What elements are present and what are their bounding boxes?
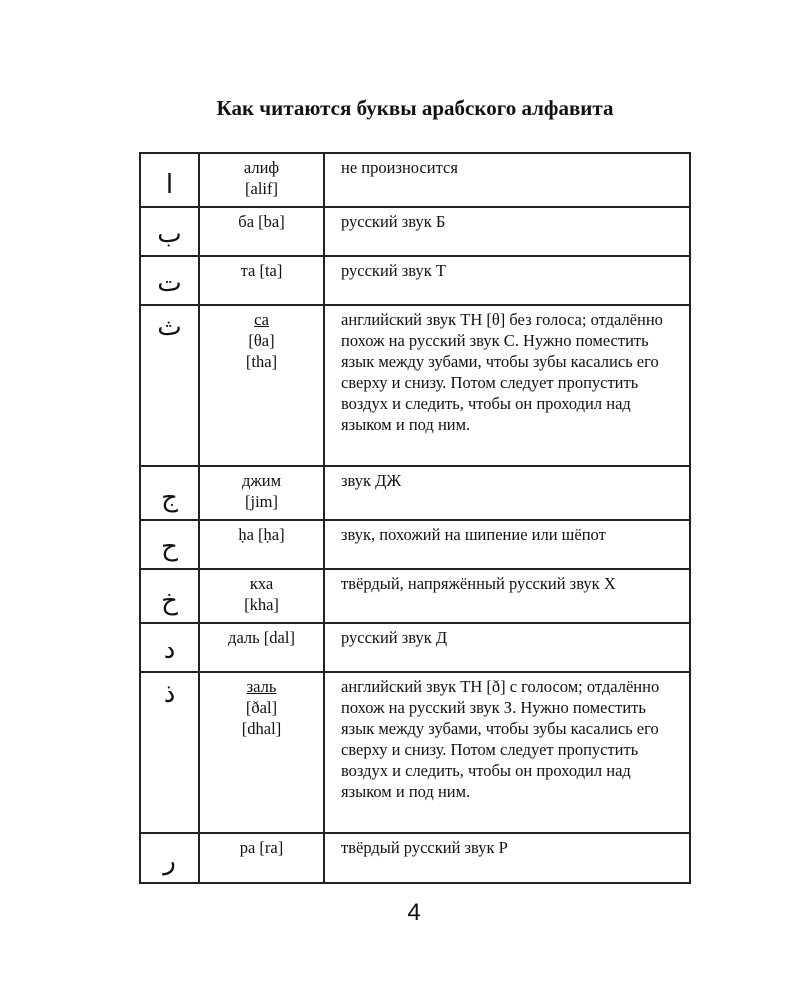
pronunciation-cell: английский звук TH [θ] без голоса; отдалённо похож на русский звук С. Нужно поместить язык между зубами, чтобы зубы касались его сверху и снизу. Потом следует пропустить воздух и следить, чтобы он проходил над языком и под ним.	[324, 305, 690, 466]
letter-name-cell	[199, 305, 324, 466]
letter-transliteration-alt: [dhal]	[241, 719, 282, 738]
table-row	[140, 153, 690, 207]
pronunciation-cell: английский звук TH [ð] с голосом; отдалённо похож на русский звук З. Нужно поместить язык между зубами, чтобы зубы касались его сверху и снизу. Потом следует пропустить воздух и следить, чтобы он проходил над языком и под ним.	[324, 672, 690, 833]
pronunciation-cell: твёрдый, напряжённый русский звук Х	[324, 569, 690, 623]
letter-transliteration: [kha]	[244, 595, 279, 614]
letter-cell	[140, 672, 199, 833]
letter-name-cell	[199, 623, 324, 672]
arabic-letter: ا	[165, 170, 174, 200]
letter-name-cell	[199, 672, 324, 833]
page-title: Как читаются буквы арабского алфавита	[216, 96, 614, 120]
arabic-letter: ج	[161, 483, 178, 513]
table-row	[140, 623, 690, 672]
arabic-letter: ح	[161, 532, 178, 562]
letter-name: са	[254, 310, 269, 329]
letter-cell	[140, 466, 199, 520]
pronunciation-cell: твёрдый русский звук Р	[324, 833, 690, 883]
table-row	[140, 207, 690, 256]
letter-name: ра [ra]	[239, 838, 284, 857]
table-row	[140, 833, 690, 883]
letter-cell	[140, 305, 199, 466]
table-row	[140, 256, 690, 305]
letter-name-cell	[199, 256, 324, 305]
letter-name: ḥa [ḥa]	[238, 525, 285, 544]
arabic-letter: د	[163, 635, 176, 665]
letter-name-cell	[199, 207, 324, 256]
letter-transliteration-alt: [tha]	[245, 352, 278, 371]
pronunciation-cell: не произносится	[324, 153, 690, 207]
letter-cell	[140, 569, 199, 623]
arabic-letter: ث	[157, 312, 182, 342]
letter-transliteration: [jim]	[245, 492, 278, 511]
arabic-letter: ت	[157, 268, 182, 298]
letter-name: кха	[249, 574, 274, 593]
alphabet-table	[139, 152, 691, 884]
letter-transliteration: [ðal]	[245, 698, 278, 717]
page-number: 4	[407, 899, 421, 926]
letter-cell	[140, 520, 199, 569]
letter-name: даль [dal]	[228, 628, 295, 647]
letter-name-cell	[199, 153, 324, 207]
table-row	[140, 672, 690, 833]
letter-cell	[140, 623, 199, 672]
letter-cell	[140, 256, 199, 305]
letter-cell	[140, 833, 199, 883]
table-row	[140, 305, 690, 466]
letter-name-cell	[199, 466, 324, 520]
pronunciation-cell: русский звук Б	[324, 207, 690, 256]
table-row	[140, 520, 690, 569]
pronunciation-cell: звук, похожий на шипение или шёпот	[324, 520, 690, 569]
pronunciation-cell: русский звук Т	[324, 256, 690, 305]
letter-cell	[140, 153, 199, 207]
letter-transliteration: [θa]	[248, 331, 275, 350]
letter-name: алиф	[243, 158, 280, 177]
arabic-letter: ذ	[163, 679, 176, 709]
table-row	[140, 466, 690, 520]
letter-name-cell	[199, 833, 324, 883]
arabic-letter: ر	[163, 846, 176, 876]
table-row	[140, 569, 690, 623]
pronunciation-cell: звук ДЖ	[324, 466, 690, 520]
letter-name-cell	[199, 569, 324, 623]
letter-cell	[140, 207, 199, 256]
arabic-letter: ب	[157, 219, 182, 249]
letter-name: ба [ba]	[238, 212, 285, 231]
letter-name: та [ta]	[240, 261, 283, 280]
letter-name-cell	[199, 520, 324, 569]
letter-transliteration: [alif]	[245, 179, 278, 198]
arabic-letter: خ	[161, 586, 178, 616]
letter-name: джим	[241, 471, 282, 490]
letter-name: заль	[246, 677, 277, 696]
pronunciation-cell: русский звук Д	[324, 623, 690, 672]
